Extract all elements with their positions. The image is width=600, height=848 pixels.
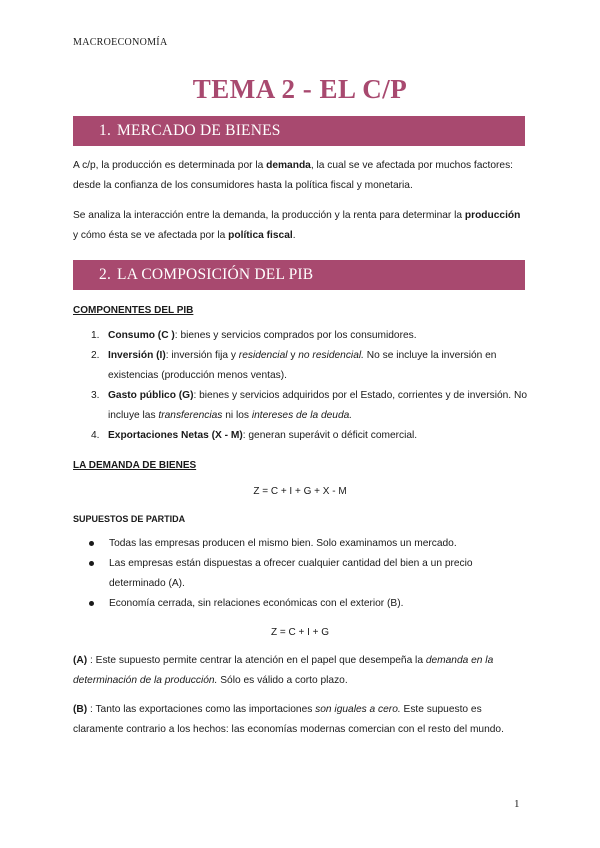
text-run: , la cual se ve afectada por muchos factores: desde la confianza de los consumidores hasta la política fiscal y monetaria. xyxy=(73,160,514,191)
text-run: A c/p, la producción es determinada por la xyxy=(73,160,267,171)
bold-term: Inversión (I) xyxy=(108,350,166,361)
list-item xyxy=(73,554,528,594)
text-run: : bienes y servicios adquiridos por el Estado, corrientes y de inversión. No incluye las xyxy=(108,390,527,421)
bullet-icon xyxy=(89,541,94,546)
page-number: 1 xyxy=(514,798,520,810)
section-number: 2. xyxy=(99,266,112,283)
bold-term: Consumo (C ) xyxy=(108,330,175,341)
italic-term: son iguales a cero. xyxy=(315,704,401,715)
list-marker: 3. xyxy=(91,390,100,401)
paragraph-analysis xyxy=(73,206,528,246)
subheading-supuestos: SUPUESTOS DE PARTIDA xyxy=(73,514,186,524)
italic-term: transferencias xyxy=(158,410,223,421)
equation-closed-economy: Z = C + I + G xyxy=(270,627,330,638)
text-run: y cómo ésta se ve afectada por la xyxy=(73,230,229,241)
bold-term: Exportaciones Netas (X - M) xyxy=(108,430,243,441)
italic-term: residencial xyxy=(238,350,288,361)
text-run: . xyxy=(292,230,296,241)
text-run: No se incluye la inversión en existencias (producción menos ventas). xyxy=(108,350,497,381)
list-item-text: Economía cerrada, sin relaciones económicas con el exterior (B). xyxy=(109,598,404,609)
text-run: Se analiza la interacción entre la demanda, la producción y la renta para determinar la xyxy=(73,210,465,221)
list-item-text: Todas las empresas producen el mismo bien. Solo examinamos un mercado. xyxy=(109,538,457,549)
paragraph-intro xyxy=(73,156,528,196)
text-run: ni los xyxy=(222,410,252,421)
page-title: TEMA 2 - EL C/P xyxy=(192,74,408,104)
list-item xyxy=(73,326,528,346)
italic-term: intereses de la deuda. xyxy=(251,410,353,421)
section-number: 1. xyxy=(99,122,112,139)
text-run: Sólo es válido a corto plazo. xyxy=(217,675,348,686)
text-run: : Tanto las exportaciones como las importaciones xyxy=(87,704,316,715)
bold-term: política fiscal xyxy=(228,230,293,241)
bold-term: Gasto público (G) xyxy=(108,390,194,401)
note-label: (A) xyxy=(73,655,88,666)
section-heading-mercado-de-bienes xyxy=(73,116,525,146)
list-item xyxy=(73,346,528,386)
italic-term: no residencial. xyxy=(298,350,364,361)
bullet-icon xyxy=(89,561,94,566)
list-item xyxy=(73,386,528,426)
note-label: (B) xyxy=(73,704,88,715)
list-marker: 2. xyxy=(91,350,100,361)
section-label: MERCADO DE BIENES xyxy=(117,122,281,139)
bold-term: demanda xyxy=(266,160,311,171)
text-run: : inversión fija y xyxy=(165,350,239,361)
components-list xyxy=(73,326,528,446)
list-item-text: Las empresas están dispuestas a ofrecer cualquier cantidad del bien a un precio determinado (A). xyxy=(109,558,473,589)
text-run: Este supuesto es claramente contrario a los hechos: las economías modernas comercian con el resto del mundo. xyxy=(73,704,504,735)
subheading-demanda-bienes: LA DEMANDA DE BIENES xyxy=(73,460,197,471)
bold-term: producción xyxy=(464,210,521,221)
italic-term: demanda en la determinación de la producción. xyxy=(73,655,494,686)
text-run: : generan superávit o déficit comercial. xyxy=(242,430,418,441)
equation-aggregate-demand: Z = C + I + G + X - M xyxy=(253,486,347,497)
list-marker: 1. xyxy=(91,330,100,341)
subheading-componentes: COMPONENTES DEL PIB xyxy=(73,305,194,316)
text-run: y xyxy=(287,350,299,361)
list-item xyxy=(73,426,528,446)
text-run: : bienes y servicios comprados por los consumidores. xyxy=(174,330,417,341)
note-a xyxy=(73,651,528,691)
note-b xyxy=(73,700,528,740)
section-label: LA COMPOSICIÓN DEL PIB xyxy=(117,266,314,283)
running-header: MACROECONOMÍA xyxy=(73,37,168,48)
list-item xyxy=(73,534,528,554)
list-marker: 4. xyxy=(91,430,100,441)
text-run: : Este supuesto permite centrar la atención en el papel que desempeña la xyxy=(87,655,426,666)
section-heading-composicion-pib xyxy=(73,260,525,290)
bullet-icon xyxy=(89,601,94,606)
assumptions-list xyxy=(73,534,528,614)
list-item xyxy=(73,594,528,614)
